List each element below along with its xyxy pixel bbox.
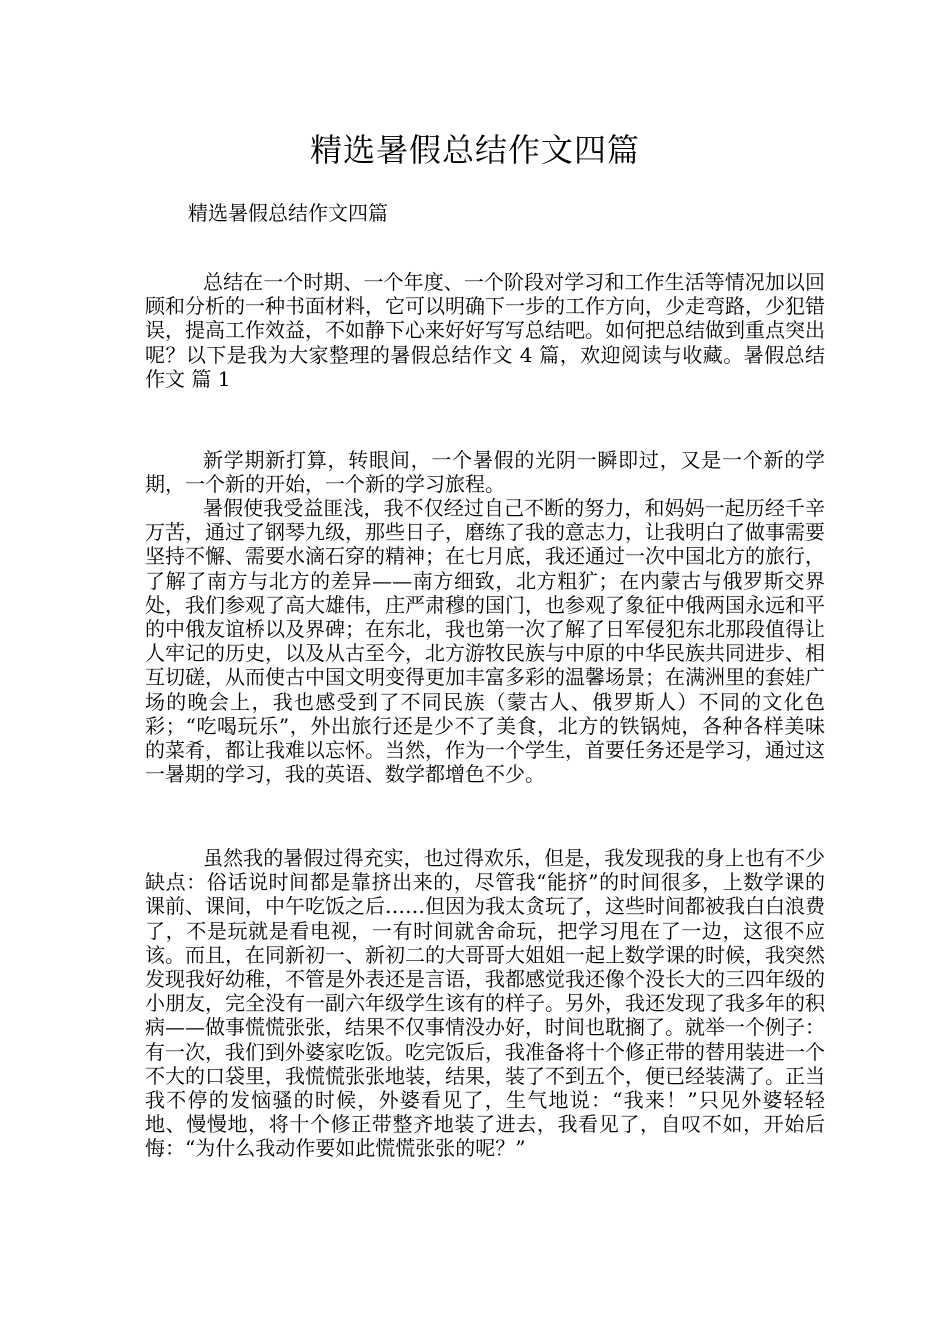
document-subtitle: 精选暑假总结作文四篇 [188, 201, 388, 225]
body-paragraph: 暑假使我受益匪浅，我不仅经过自己不断的努力，和妈妈一起历经千辛万苦，通过了钢琴九级，那些日子，磨练了我的意志力，让我明白了做事需要坚持不懈、需要水滴石穿的精神；在七月底，我还通过一次中国北方的旅行，了解了南方与北方的差异——南方细致，北方粗犷；在内蒙古与俄罗斯交界处，我们参观了高大雄伟，庄严肃穆的国门，也参观了象征中俄两国永远和平的中俄友谊桥以及界碑；在东北，我也第一次了解了日军侵犯东北那段值得让人牢记的历史，以及从古至今，北方游牧民族与中原的中华民族共同进步、相互切磋，从而使古中国文明变得更加丰富多彩的温馨场景；在满洲里的套娃广场的晚会上，我也感受到了不同民族（蒙古人、俄罗斯人）不同的文化色彩；“吃喝玩乐”，外出旅行还是少不了美食，北方的铁锅炖，各种各样美味的菜肴，都让我难以忘怀。当然，作为一个学生，首要任务还是学习，通过这一暑期的学习，我的英语、数学都增色不少。 [145, 496, 825, 787]
body-paragraph: 虽然我的暑假过得充实，也过得欢乐，但是，我发现我的身上也有不少缺点：俗话说时间都是靠挤出来的，尽管我“能挤”的时间很多，上数学课的课前、课间，中午吃饭之后……但因为我太贪玩了，这些时间都被我白白浪费了，不是玩就是看电视，一有时间就舍命玩，把学习甩在了一边，这很不应该。而且，在同新初一、新初二的大哥哥大姐姐一起上数学课的时候，我突然发现我好幼稚，不管是外表还是言语，我都感觉我还像个没长大的三四年级的小朋友，完全没有一副六年级学生该有的样子。另外，我还发现了我多年的积病——做事慌慌张张，结果不仅事情没办好，时间也耽搁了。就举一个例子：有一次，我们到外婆家吃饭。吃完饭后，我准备将十个修正带的替用装进一个不大的口袋里，我慌慌张张地装，结果，装了不到五个，便已经装满了。正当我不停的发恼骚的时候，外婆看见了，生气地说：“我来！”只见外婆轻轻地、慢慢地，将十个修正带整齐地装了进去，我看见了，自叹不如，开始后悔：“为什么我动作要如此慌慌张张的呢？” [145, 846, 825, 1161]
document-title: 精选暑假总结作文四篇 [309, 131, 640, 169]
body-paragraph: 新学期新打算，转眼间，一个暑假的光阴一瞬即过，又是一个新的学期，一个新的开始，一个新的学习旅程。 [145, 448, 825, 497]
intro-paragraph: 总结在一个时期、一个年度、一个阶段对学习和工作生活等情况加以回顾和分析的一种书面材料，它可以明确下一步的工作方向，少走弯路，少犯错误，提高工作效益，不如静下心来好好写写总结吧。如何把总结做到重点突出呢？以下是我为大家整理的暑假总结作文 4 篇，欢迎阅读与收藏。暑假总结作文 篇 1 [145, 270, 825, 391]
